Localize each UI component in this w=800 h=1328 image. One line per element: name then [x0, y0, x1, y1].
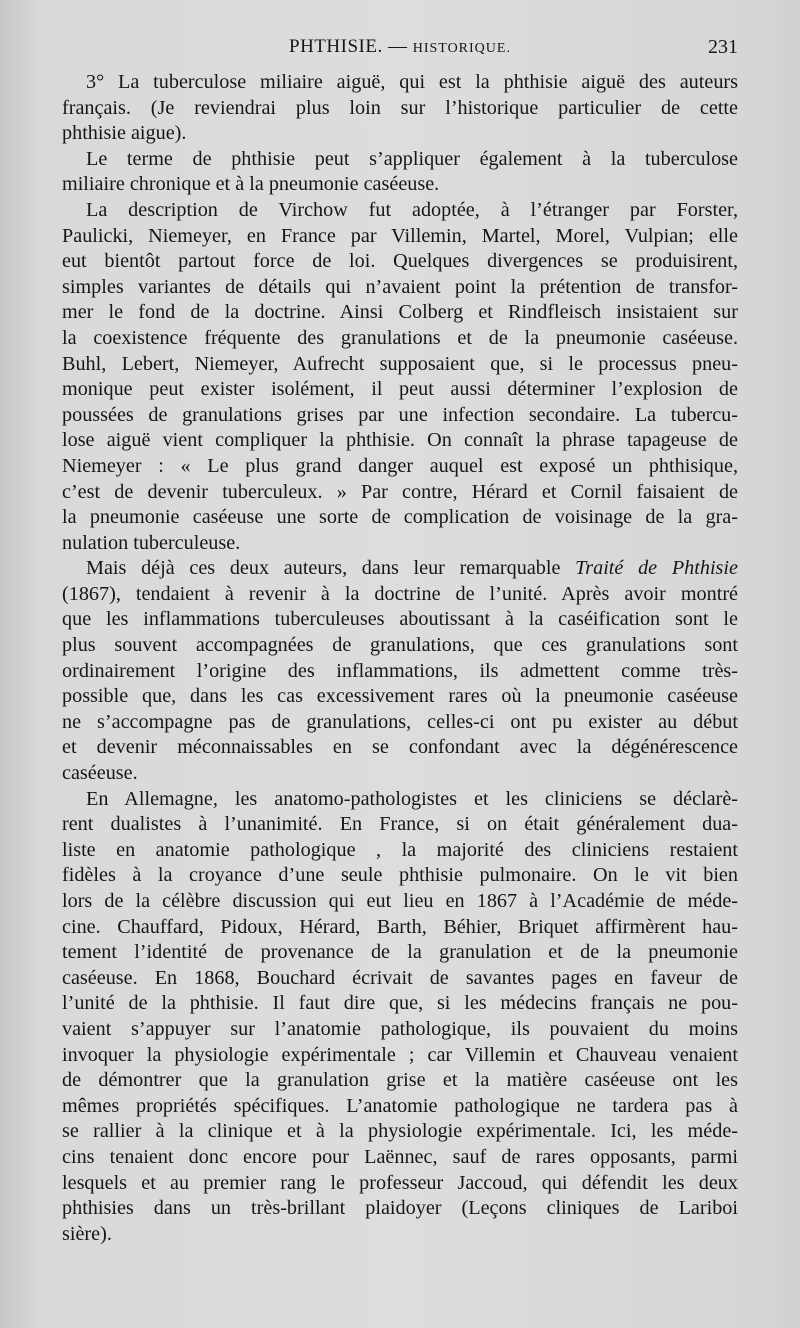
- text-line: vaient s’appuyer sur l’anatomie pathologique, ils pouvaient du moins: [62, 1017, 738, 1040]
- text-line: possible que, dans les cas excessivement rares où la pneumonie caséeuse: [62, 685, 738, 708]
- text-line: la pneumonie caséeuse une sorte de complication de voisinage de la gra-: [62, 506, 738, 529]
- text-line: plus souvent accompagnées de granulations, que ces granulations sont: [62, 634, 738, 657]
- paragraph: [62, 556, 738, 786]
- text-line: lesquels et au premier rang le professeur Jaccoud, qui défendit les deux: [62, 1171, 738, 1194]
- text-line: lors de la célèbre discussion qui eut lieu en 1867 à l’Académie de méde-: [62, 890, 738, 912]
- text-line: cine. Chauffard, Pidoux, Hérard, Barth, Béhier, Briquet affirmèrent hau-: [62, 915, 738, 938]
- text-line: que les inflammations tuberculeuses aboutissant à la caséification sont le: [62, 608, 738, 631]
- text-line: se rallier à la clinique et à la physiologie expérimentale. Ici, les méde-: [62, 1120, 738, 1143]
- paragraph: [62, 787, 738, 1248]
- text-line: Paulicki, Niemeyer, en France par Villemin, Martel, Morel, Vulpian; elle: [62, 224, 738, 247]
- paragraph: [62, 198, 738, 556]
- text-line: Buhl, Lebert, Niemeyer, Aufrecht supposaient que, si le processus pneu-: [62, 352, 738, 375]
- text-line: liste en anatomie pathologique , la majorité des cliniciens restaient: [62, 838, 738, 861]
- text-line: c’est de devenir tuberculeux. » Par contre, Hérard et Cornil faisaient de: [62, 480, 738, 503]
- text-line: En Allemagne, les anatomo-pathologistes et les cliniciens se déclarè-: [86, 787, 738, 810]
- text-line: l’unité de la phthisie. Il faut dire que, si les médecins français ne pou-: [62, 992, 738, 1015]
- text-line: mêmes propriétés spécifiques. L’anatomie pathologique ne tardera pas à: [62, 1094, 738, 1117]
- text-line: tement l’identité de provenance de la granulation et de la pneumonie: [62, 941, 738, 964]
- text-line: sière).: [62, 1222, 112, 1245]
- text-line: Le terme de phthisie peut s’appliquer également à la tuberculose: [86, 147, 738, 170]
- text-line: cins tenaient donc encore pour Laënnec, sauf de rares opposants, parmi: [62, 1145, 738, 1168]
- text-line: mer le fond de la doctrine. Ainsi Colberg et Rindfleisch insistaient sur: [62, 301, 738, 324]
- text-line: poussées de granulations grises par une infection secondaire. La tubercu-: [62, 403, 738, 426]
- text-line: La description de Virchow fut adoptée, à l’étranger par Forster,: [86, 198, 738, 221]
- text-line: (1867), tendaient à revenir à la doctrine de l’unité. Après avoir montré: [62, 582, 738, 605]
- text-line: Niemeyer : « Le plus grand danger auquel est exposé un phthisique,: [62, 454, 738, 477]
- text-line: invoquer la physiologie expérimentale ; car Villemin et Chauveau venaient: [62, 1043, 738, 1066]
- running-title: [62, 36, 738, 58]
- text-line: ne s’accompagne pas de granulations, celles-ci ont pu exister au début: [62, 710, 738, 733]
- text-line: français. (Je reviendrai plus loin sur l’historique particulier de cette: [62, 96, 738, 119]
- text-line: eut bientôt partout force de loi. Quelques divergences se produisirent,: [62, 250, 738, 273]
- text-line: caséeuse.: [62, 762, 138, 785]
- text-line: simples variantes de détails qui n’avaient point la prétention de transfor-: [62, 275, 738, 298]
- text-line: Mais déjà ces deux auteurs, dans leur remarquable Traité de Phthisie: [86, 557, 738, 580]
- paragraph: [62, 147, 738, 198]
- text-line: la coexistence fréquente des granulations et de la pneumonie caséeuse.: [62, 326, 738, 349]
- paragraph: [62, 70, 738, 147]
- header-title: PHTHISIE.: [289, 36, 383, 57]
- running-header: [62, 36, 738, 66]
- text-line: miliaire chronique et à la pneumonie caséeuse.: [62, 173, 440, 196]
- text-line: lose aiguë vient compliquer la phthisie. On connaît la phrase tapageuse de: [62, 429, 738, 452]
- page-number: 231: [708, 36, 738, 58]
- text-line: caséeuse. En 1868, Bouchard écrivait de savantes pages en faveur de: [62, 966, 738, 989]
- text-line: phthisies dans un très-brillant plaidoyer (Leçons cliniques de Lariboi: [62, 1197, 738, 1220]
- text-line: et devenir méconnaissables en se confondant avec la dégénérescence: [62, 736, 738, 759]
- text-line: ordinairement l’origine des inflammations, ils admettent comme très-: [62, 659, 738, 682]
- header-subtitle: HISTORIQUE.: [412, 41, 511, 56]
- header-dash: —: [387, 36, 408, 57]
- text-line: fidèles à la croyance d’une seule phthisie pulmonaire. On le vit bien: [62, 864, 738, 887]
- body-text: [62, 70, 738, 1247]
- text-line: 3° La tuberculose miliaire aiguë, qui est la phthisie aiguë des auteurs: [86, 71, 738, 93]
- text-line: phthisie aigue).: [62, 122, 187, 145]
- book-title: Traité de Phthisie: [575, 557, 738, 580]
- text-line: de démontrer que la granulation grise et la matière caséeuse ont les: [62, 1069, 738, 1092]
- text-line: nulation tuberculeuse.: [62, 531, 241, 554]
- text-line: monique peut exister isolément, il peut aussi déterminer l’explosion de: [62, 378, 738, 401]
- text-line: rent dualistes à l’unanimité. En France, si on était généralement dua-: [62, 813, 738, 836]
